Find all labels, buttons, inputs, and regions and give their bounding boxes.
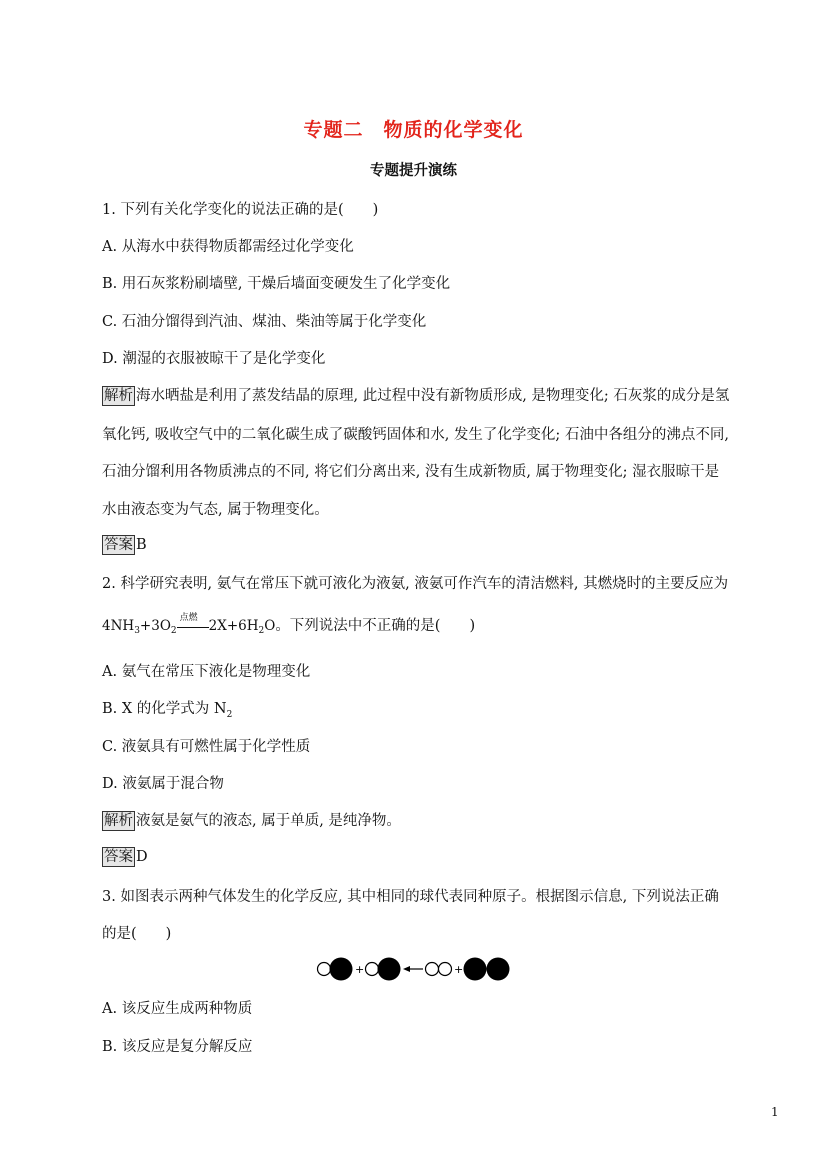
- eq-products: 2X+6H: [208, 618, 259, 634]
- q1-answer: [102, 535, 147, 555]
- reaction-arrow: [177, 612, 209, 634]
- q2-option-d: D. 液氨属于混合物: [102, 776, 224, 792]
- q2-option-a: A. 氨气在常压下液化是物理变化: [102, 664, 311, 680]
- q2-option-b-text: B. X 的化学式为 N: [102, 701, 227, 717]
- q3-option-a: A. 该反应生成两种物质: [102, 1001, 253, 1017]
- section-subtitle: 专题提升演练: [370, 162, 457, 179]
- q1-analysis-text-1: 海水晒盐是利用了蒸发结晶的原理, 此过程中没有新物质形成, 是物理变化; 石灰浆的成分是氢: [136, 388, 730, 404]
- q1-option-b: B. 用石灰浆粉刷墙壁, 干燥后墙面变硬发生了化学变化: [102, 276, 451, 292]
- q2-answer-value: D: [136, 849, 148, 865]
- reaction-condition: 点燃: [179, 612, 198, 623]
- q2-equation: [102, 614, 475, 636]
- eq-sub: 3: [134, 626, 140, 636]
- reaction-molecule-diagram: [313, 956, 513, 982]
- answer-label: 答案: [104, 537, 133, 553]
- q1-stem: 1. 下列有关化学变化的说法正确的是( ): [102, 202, 379, 218]
- q1-option-c: C. 石油分馏得到汽油、煤油、柴油等属于化学变化: [102, 314, 427, 330]
- q3-stem-line-2: 的是( ): [102, 926, 172, 942]
- q2-option-b-sub: 2: [226, 709, 233, 720]
- q1-analysis-line-1: [102, 384, 729, 406]
- molecule-reactant-1: [426, 963, 452, 976]
- q2-stem: 2. 科学研究表明, 氨气在常压下就可液化为液氨, 液氨可作汽车的清洁燃料, 其燃烧时的主要反应为: [102, 576, 729, 592]
- page-title: 专题二 物质的化学变化: [303, 119, 524, 141]
- svg-text:+: +: [454, 963, 464, 976]
- q2-analysis: [102, 809, 401, 831]
- eq-sub: 2: [258, 626, 265, 636]
- eq-sub: 2: [170, 626, 177, 636]
- analysis-label: 解析: [104, 388, 133, 404]
- eq-reactant-oxygen: +3O: [139, 618, 171, 634]
- eq-reactant-ammonia: 4NH: [102, 618, 135, 634]
- q1-analysis-line-3: 石油分馏利用各物质沸点的不同, 将它们分离出来, 没有生成新物质, 属于物理变化; 湿衣服晾干是: [102, 464, 720, 480]
- svg-text:+: +: [355, 963, 365, 976]
- answer-label: 答案: [104, 849, 133, 865]
- eq-product-water: O: [264, 618, 276, 634]
- q2-option-b: [102, 697, 232, 720]
- q2-option-c: C. 液氨具有可燃性属于化学性质: [102, 739, 311, 755]
- q1-option-a: A. 从海水中获得物质都需经过化学变化: [102, 239, 354, 255]
- molecule-product-1: [318, 958, 353, 981]
- reaction-arrow-left: [403, 966, 423, 972]
- q1-answer-value: B: [136, 537, 147, 553]
- q3-stem-line-1: 3. 如图表示两种气体发生的化学反应, 其中相同的球代表同种原子。根据图示信息, 下列说法正确: [102, 889, 719, 905]
- page-number: 1: [771, 1105, 779, 1119]
- q1-analysis-line-2: 氧化钙, 吸收空气中的二氧化碳生成了碳酸钙固体和水, 发生了化学变化; 石油中各组分的沸点不同,: [102, 427, 730, 443]
- molecule-reactant-2: [464, 958, 510, 981]
- q2-analysis-text: 液氨是氨气的液态, 属于单质, 是纯净物。: [136, 813, 401, 829]
- molecule-product-2: [366, 958, 401, 981]
- q1-analysis-line-4: 水由液态变为气态, 属于物理变化。: [102, 502, 329, 518]
- q3-option-b: B. 该反应是复分解反应: [102, 1039, 253, 1055]
- q1-option-d: D. 潮湿的衣服被晾干了是化学变化: [102, 351, 326, 367]
- analysis-label: 解析: [104, 813, 133, 829]
- q2-stem-tail: 。下列说法中不正确的是( ): [275, 618, 476, 634]
- q2-answer: [102, 847, 148, 867]
